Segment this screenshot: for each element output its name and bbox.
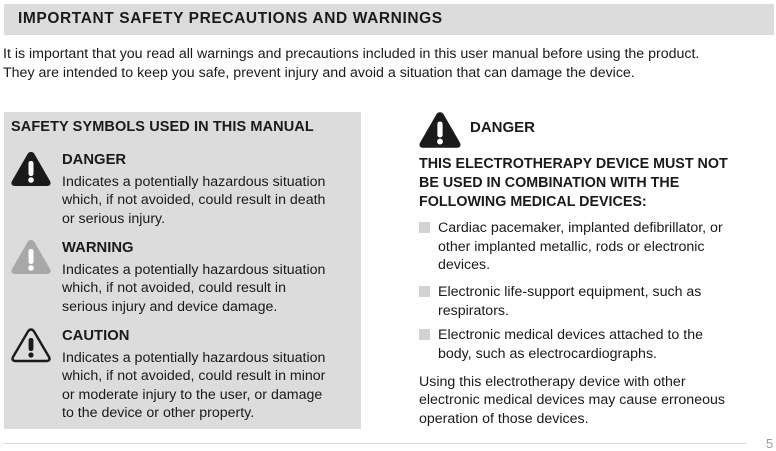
danger-icon xyxy=(418,110,462,150)
warning-desc-line: serious injury and device damage. xyxy=(62,298,278,315)
danger-section-label: DANGER xyxy=(470,119,536,136)
danger-desc-line: which, if not avoided, could result in death xyxy=(62,192,326,209)
warning-desc-line: Indicates a potentially hazardous situation xyxy=(62,262,326,278)
heading-line: BE USED IN COMBINATION WITH THE xyxy=(419,175,680,191)
intro-paragraph xyxy=(3,45,773,83)
list-item-line: other implanted metallic, rods or electronic xyxy=(438,238,705,255)
bullet-square-icon xyxy=(419,222,430,233)
danger-icon xyxy=(10,150,52,188)
warning-icon xyxy=(10,238,52,276)
danger-title: DANGER xyxy=(62,152,127,168)
warning-title: WARNING xyxy=(62,240,134,256)
closing-paragraph xyxy=(419,373,771,428)
heading-line: FOLLOWING MEDICAL DEVICES: xyxy=(419,194,647,210)
closing-line: operation of those devices. xyxy=(419,410,589,427)
intro-line-1: It is important that you read all warnings and precautions included in this user manual before using the product. xyxy=(3,46,700,62)
danger-section-heading xyxy=(419,155,769,212)
page-number: 5 xyxy=(766,436,774,451)
list-item xyxy=(419,219,771,275)
list-item-line: Electronic life-support equipment, such as xyxy=(438,284,702,300)
caution-title: CAUTION xyxy=(62,328,130,344)
list-item-line: respirators. xyxy=(438,302,509,319)
closing-line: Using this electrotherapy device with other xyxy=(419,374,686,390)
caution-desc-line: to the device or other property. xyxy=(62,404,255,421)
list-item-line: Electronic medical devices attached to the xyxy=(438,327,703,343)
list-item xyxy=(419,283,771,320)
caution-description xyxy=(62,349,358,422)
list-item-line: body, such as electrocardiographs. xyxy=(438,345,657,362)
danger-description xyxy=(62,173,358,228)
warning-description xyxy=(62,261,358,316)
closing-line: electronic medical devices may cause erroneous xyxy=(419,392,725,409)
intro-line-2: They are intended to keep you safe, prevent injury and avoid a situation that can damage the device. xyxy=(3,65,635,81)
danger-desc-line: Indicates a potentially hazardous situation xyxy=(62,174,326,190)
page-title: IMPORTANT SAFETY PRECAUTIONS AND WARNINGS xyxy=(18,10,443,27)
header-bar xyxy=(4,4,774,35)
warning-desc-line: which, if not avoided, could result in xyxy=(62,280,286,297)
caution-desc-line: which, if not avoided, could result in minor xyxy=(62,368,326,385)
safety-symbols-panel xyxy=(4,112,361,429)
caution-desc-line: or moderate injury to the user, or damage xyxy=(62,386,323,403)
list-item-line: devices. xyxy=(438,257,491,273)
caution-icon xyxy=(10,326,52,364)
danger-desc-line: or serious injury. xyxy=(62,210,166,227)
bullet-square-icon xyxy=(419,286,430,297)
footer-divider xyxy=(4,443,746,444)
symbols-heading: SAFETY SYMBOLS USED IN THIS MANUAL xyxy=(11,119,314,135)
caution-desc-line: Indicates a potentially hazardous situation xyxy=(62,350,326,366)
heading-line: THIS ELECTROTHERAPY DEVICE MUST NOT xyxy=(419,156,728,172)
bullet-square-icon xyxy=(419,329,430,340)
list-item-line: Cardiac pacemaker, implanted defibrillator, or xyxy=(438,220,723,236)
list-item xyxy=(419,326,771,363)
